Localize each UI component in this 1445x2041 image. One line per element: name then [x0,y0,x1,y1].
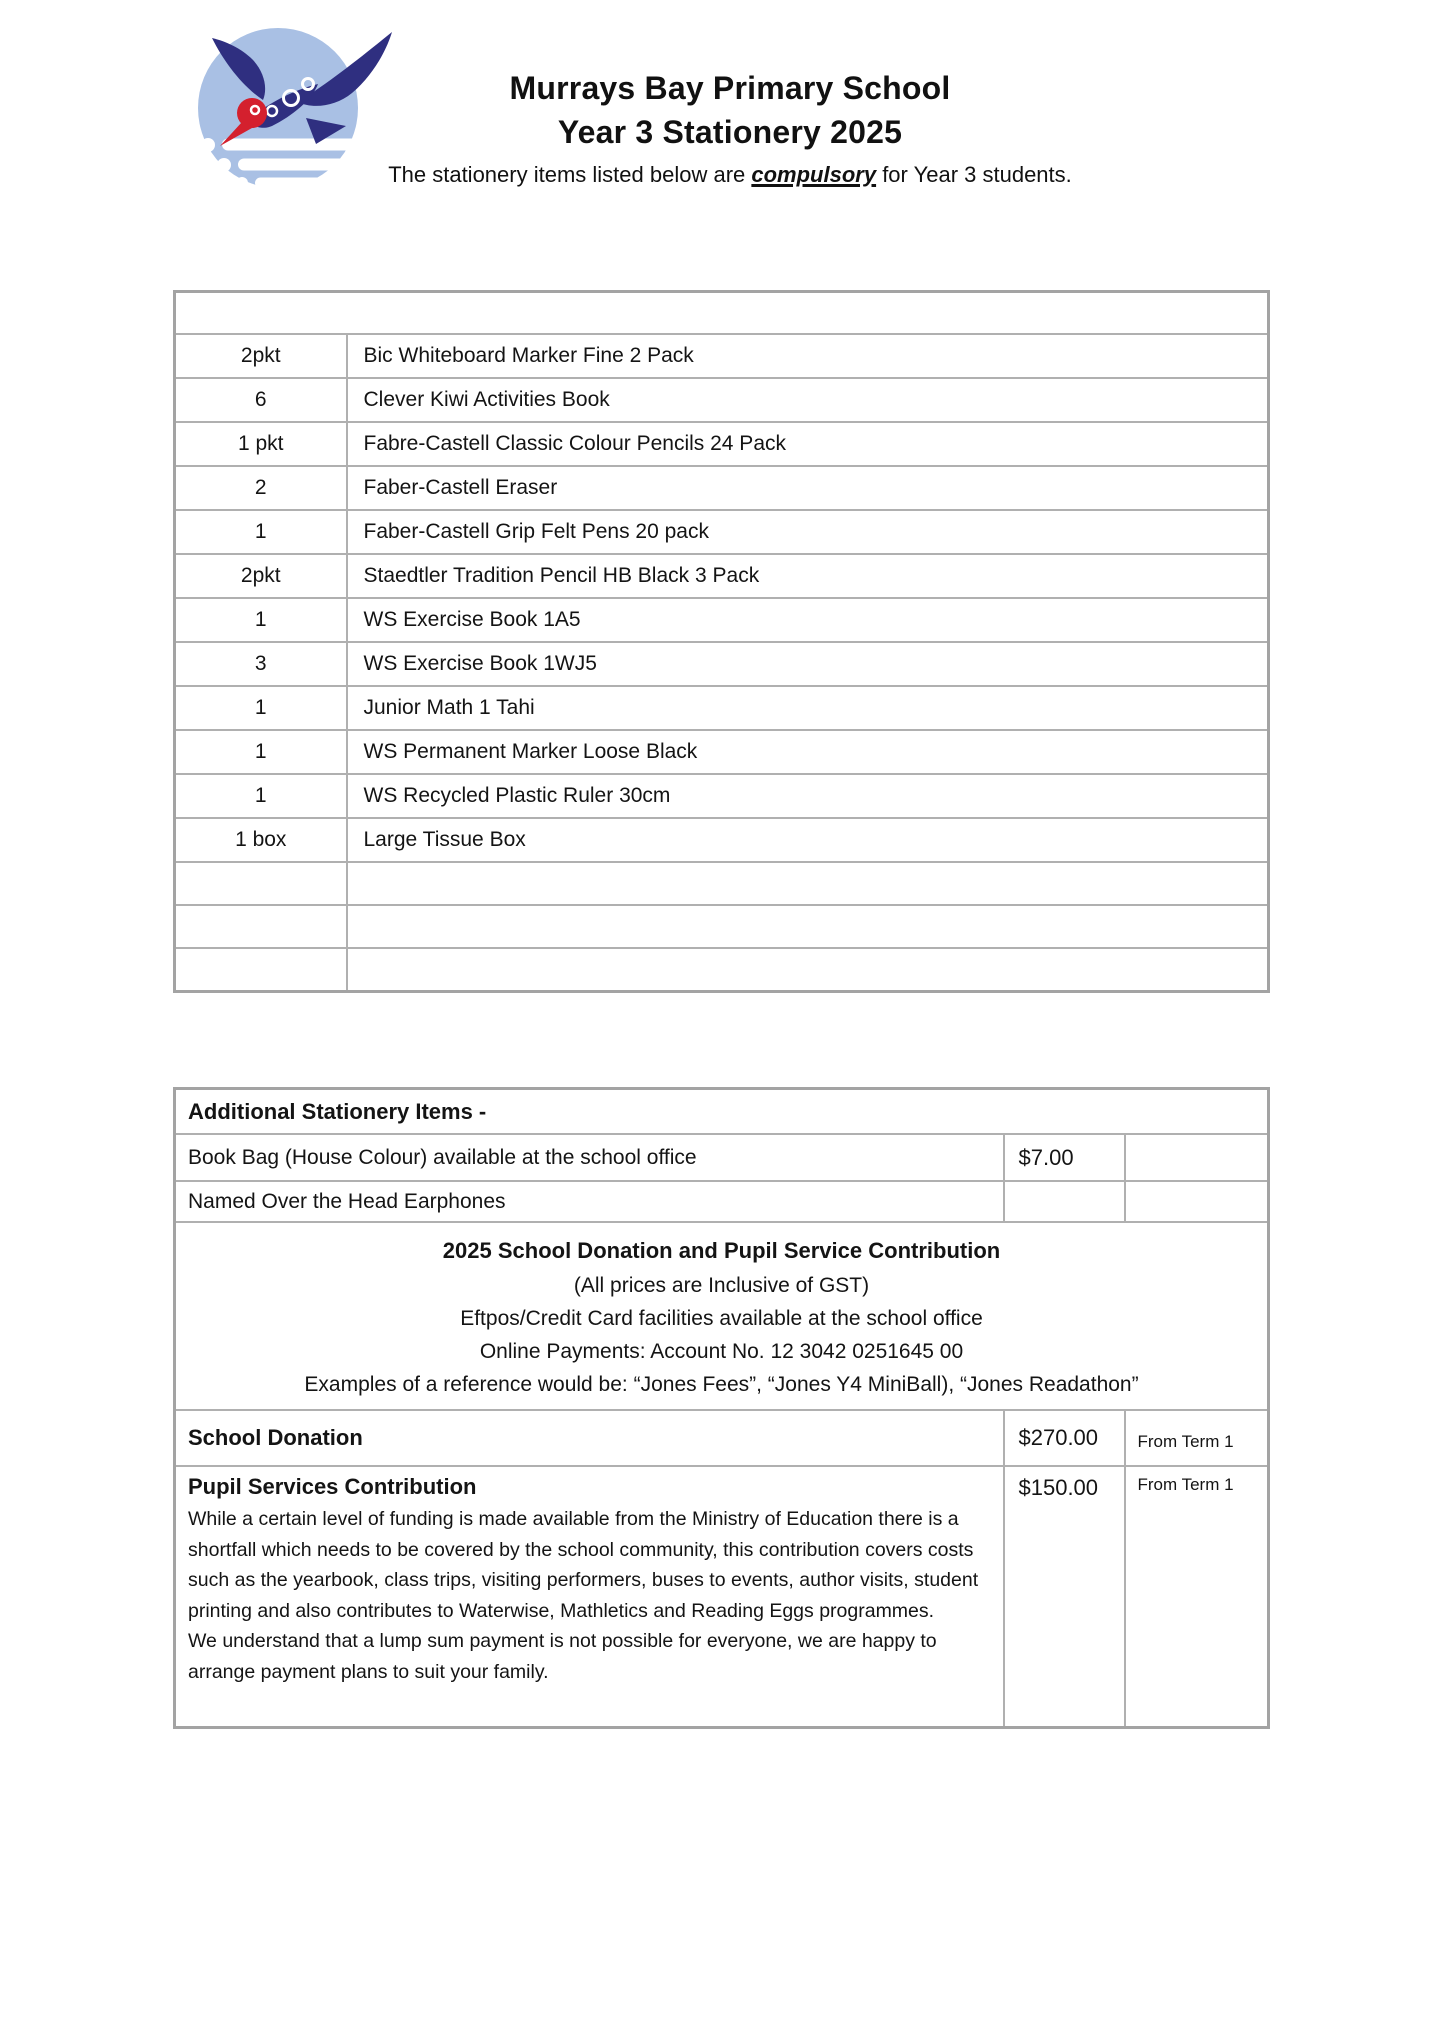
price-cell: $150.00 [1004,1466,1125,1728]
item-cell: Staedtler Tradition Pencil HB Black 3 Pack [347,554,1269,598]
stationery-row [175,598,1269,642]
pupil-services-row [175,1466,1269,1728]
donation-info-cell [175,1222,1269,1410]
item-cell: Bic Whiteboard Marker Fine 2 Pack [347,334,1269,378]
qty-cell: 1 [175,598,347,642]
qty-cell [175,862,347,905]
donation-info-line: Online Payments: Account No. 12 3042 0251645 00 [479,1340,964,1363]
note-cell [1125,1134,1269,1181]
additional-row-earphones [175,1181,1269,1222]
item-cell: WS Exercise Book 1WJ5 [347,642,1269,686]
stationery-row [175,554,1269,598]
item-cell: Large Tissue Box [347,818,1269,862]
intro-prefix: The stationery items listed below are [388,162,752,187]
qty-cell: 1 [175,510,347,554]
qty-cell: 3 [175,642,347,686]
stationery-header-row [175,292,1269,335]
item-cell: Clever Kiwi Activities Book [347,378,1269,422]
donation-label: School Donation [175,1410,1004,1466]
item-cell: Junior Math 1 Tahi [347,686,1269,730]
qty-cell: 2 [175,466,347,510]
stationery-table [173,290,1270,993]
item-cell: WS Recycled Plastic Ruler 30cm [347,774,1269,818]
note-cell: From Term 1 [1125,1410,1269,1466]
additional-row-bookbag [175,1134,1269,1181]
stationery-row [175,334,1269,378]
stationery-row [175,818,1269,862]
pupil-services-label: Pupil Services Contribution [188,1474,477,1499]
item-cell [347,862,1269,905]
qty-cell: 1 [175,686,347,730]
qty-cell: 1 [175,774,347,818]
stationery-row [175,730,1269,774]
stationery-row [175,510,1269,554]
price-cell: $270.00 [1004,1410,1125,1466]
price-cell: $7.00 [1004,1134,1125,1181]
stationery-empty-row [175,905,1269,948]
stationery-row [175,642,1269,686]
stationery-empty-row [175,948,1269,992]
item-cell: WS Exercise Book 1A5 [347,598,1269,642]
stationery-row [175,422,1269,466]
additional-header-cell: Additional Stationery Items - [175,1089,1269,1135]
item-cell: Faber-Castell Eraser [347,466,1269,510]
qty-cell [175,948,347,992]
item-cell: Book Bag (House Colour) available at the school office [175,1134,1004,1181]
item-cell [347,905,1269,948]
intro-suffix: for Year 3 students. [876,162,1072,187]
intro-emphasis: compulsory [751,162,877,187]
additional-header-row [175,1089,1269,1135]
stationery-row [175,774,1269,818]
school-name: Murrays Bay Primary School [509,70,951,106]
price-cell [1004,1181,1125,1222]
qty-cell: 1 [175,730,347,774]
qty-cell: 1 pkt [175,422,347,466]
item-cell: WS Permanent Marker Loose Black [347,730,1269,774]
title-block [280,66,1180,154]
stationery-row [175,466,1269,510]
item-cell: Fabre-Castell Classic Colour Pencils 24 Pack [347,422,1269,466]
donation-info-line: Eftpos/Credit Card facilities available at the school office [460,1307,983,1330]
donation-info-title: 2025 School Donation and Pupil Service Contribution [442,1238,1001,1263]
qty-cell: 1 box [175,818,347,862]
qty-cell: 6 [175,378,347,422]
pupil-services-description: We understand that a lump sum payment is not possible for everyone, we are happy to arrange payment plans to suit your family. [188,1630,937,1683]
pupil-services-description: While a certain level of funding is made available from the Ministry of Education there is a shortfall which needs to be covered by the school community, this contribution covers costs such as the yearbook, class trips, visiting performers, buses to events, author visits, student printing and also contributes to Waterwise, Mathletics and Reading Eggs programmes. [188,1508,979,1622]
donation-info-line: (All prices are Inclusive of GST) [573,1274,870,1297]
item-cell: Faber-Castell Grip Felt Pens 20 pack [347,510,1269,554]
note-cell: From Term 1 [1125,1466,1269,1728]
qty-cell: 2pkt [175,554,347,598]
note-cell [1125,1181,1269,1222]
stationery-header-cell [175,292,1269,335]
doc-title: Year 3 Stationery 2025 [557,114,903,150]
stationery-row [175,686,1269,730]
intro-line [280,160,1180,190]
stationery-empty-row [175,862,1269,905]
stationery-row [175,378,1269,422]
donation-info-line: Examples of a reference would be: “Jones Fees”, “Jones Y4 MiniBall), “Jones Readathon” [304,1373,1139,1396]
item-cell: Named Over the Head Earphones [175,1181,1004,1222]
pupil-services-cell [175,1466,1004,1728]
qty-cell: 2pkt [175,334,347,378]
qty-cell [175,905,347,948]
school-donation-row [175,1410,1269,1466]
item-cell [347,948,1269,992]
additional-items-table [173,1087,1270,1729]
donation-info-row [175,1222,1269,1410]
